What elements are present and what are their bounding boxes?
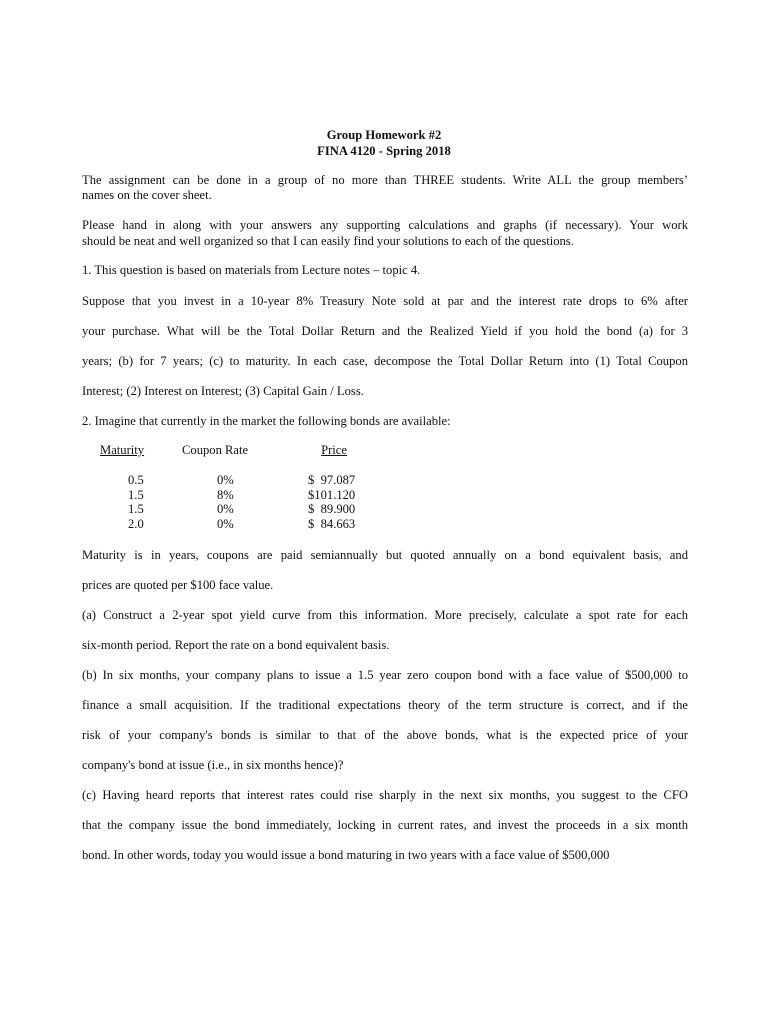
table-cell-price: $ 84.663 — [308, 517, 356, 531]
question-1-line-1: Suppose that you invest in a 10-year 8% Treasury Note sold at par and the interest rate drops to 6% after — [82, 294, 688, 308]
table-header-price: Price — [321, 443, 347, 457]
table-cell-maturity: 1.5 — [128, 502, 144, 516]
question-2-note-line-1: Maturity is in years, coupons are paid semiannually but quoted annually on a bond equivalent basis, and — [82, 548, 688, 562]
question-2b-line-3: risk of your company's bonds is similar to that of the above bonds, what is the expected price of your — [82, 728, 688, 742]
question-2c-line-3: bond. In other words, today you would issue a bond maturing in two years with a face value of $500,000 — [82, 848, 610, 862]
document-title: Group Homework #2 — [326, 128, 442, 142]
intro-paragraph-1-line-2: names on the cover sheet. — [82, 188, 212, 202]
question-2c-line-1: (c) Having heard reports that interest rates could rise sharply in the next six months, you suggest to the CFO — [82, 788, 688, 802]
question-1-line-2: your purchase. What will be the Total Dollar Return and the Realized Yield if you hold the bond (a) for 3 — [82, 324, 688, 338]
table-cell-price: $ 97.087 — [308, 473, 356, 487]
question-2c-line-2: that the company issue the bond immediately, locking in current rates, and invest the proceeds in a six month — [82, 818, 688, 832]
table-cell-price: $ 89.900 — [308, 502, 356, 516]
question-2b-line-1: (b) In six months, your company plans to issue a 1.5 year zero coupon bond with a face value of $500,000 to — [82, 668, 688, 682]
table-header-maturity: Maturity — [100, 443, 145, 457]
question-2a-line-2: six-month period. Report the rate on a bond equivalent basis. — [82, 638, 390, 652]
question-2-note-line-2: prices are quoted per $100 face value. — [82, 578, 274, 592]
table-cell-coupon: 8% — [217, 488, 234, 502]
question-2a-line-1: (a) Construct a 2-year spot yield curve from this information. More precisely, calculate a spot rate for each — [82, 608, 688, 622]
table-cell-price: $101.120 — [308, 488, 356, 502]
question-2b-line-4: company's bond at issue (i.e., in six months hence)? — [82, 758, 344, 772]
table-header-coupon-rate: Coupon Rate — [182, 443, 249, 457]
intro-paragraph-2-line-2: should be neat and well organized so that I can easily find your solutions to each of the questions. — [82, 234, 574, 248]
table-cell-coupon: 0% — [217, 502, 234, 516]
document-subtitle: FINA 4120 - Spring 2018 — [317, 144, 451, 158]
question-1-line-3: years; (b) for 7 years; (c) to maturity. In each case, decompose the Total Dollar Return into (1) Total Coupon — [82, 354, 688, 368]
question-1-line-4: Interest; (2) Interest on Interest; (3) Capital Gain / Loss. — [82, 384, 364, 398]
question-2-heading: 2. Imagine that currently in the market the following bonds are available: — [82, 414, 451, 428]
table-cell-maturity: 0.5 — [128, 473, 144, 487]
table-cell-maturity: 1.5 — [128, 488, 144, 502]
question-1-heading: 1. This question is based on materials from Lecture notes – topic 4. — [82, 263, 421, 277]
intro-paragraph-1-line-1: The assignment can be done in a group of no more than THREE students. Write ALL the group members’ — [82, 173, 688, 187]
question-2b-line-2: finance a small acquisition. If the traditional expectations theory of the term structure is correct, and if the — [82, 698, 688, 712]
intro-paragraph-2-line-1: Please hand in along with your answers any supporting calculations and graphs (if necessary). Your work — [82, 218, 688, 232]
table-cell-coupon: 0% — [217, 473, 234, 487]
table-cell-coupon: 0% — [217, 517, 234, 531]
table-cell-maturity: 2.0 — [128, 517, 144, 531]
